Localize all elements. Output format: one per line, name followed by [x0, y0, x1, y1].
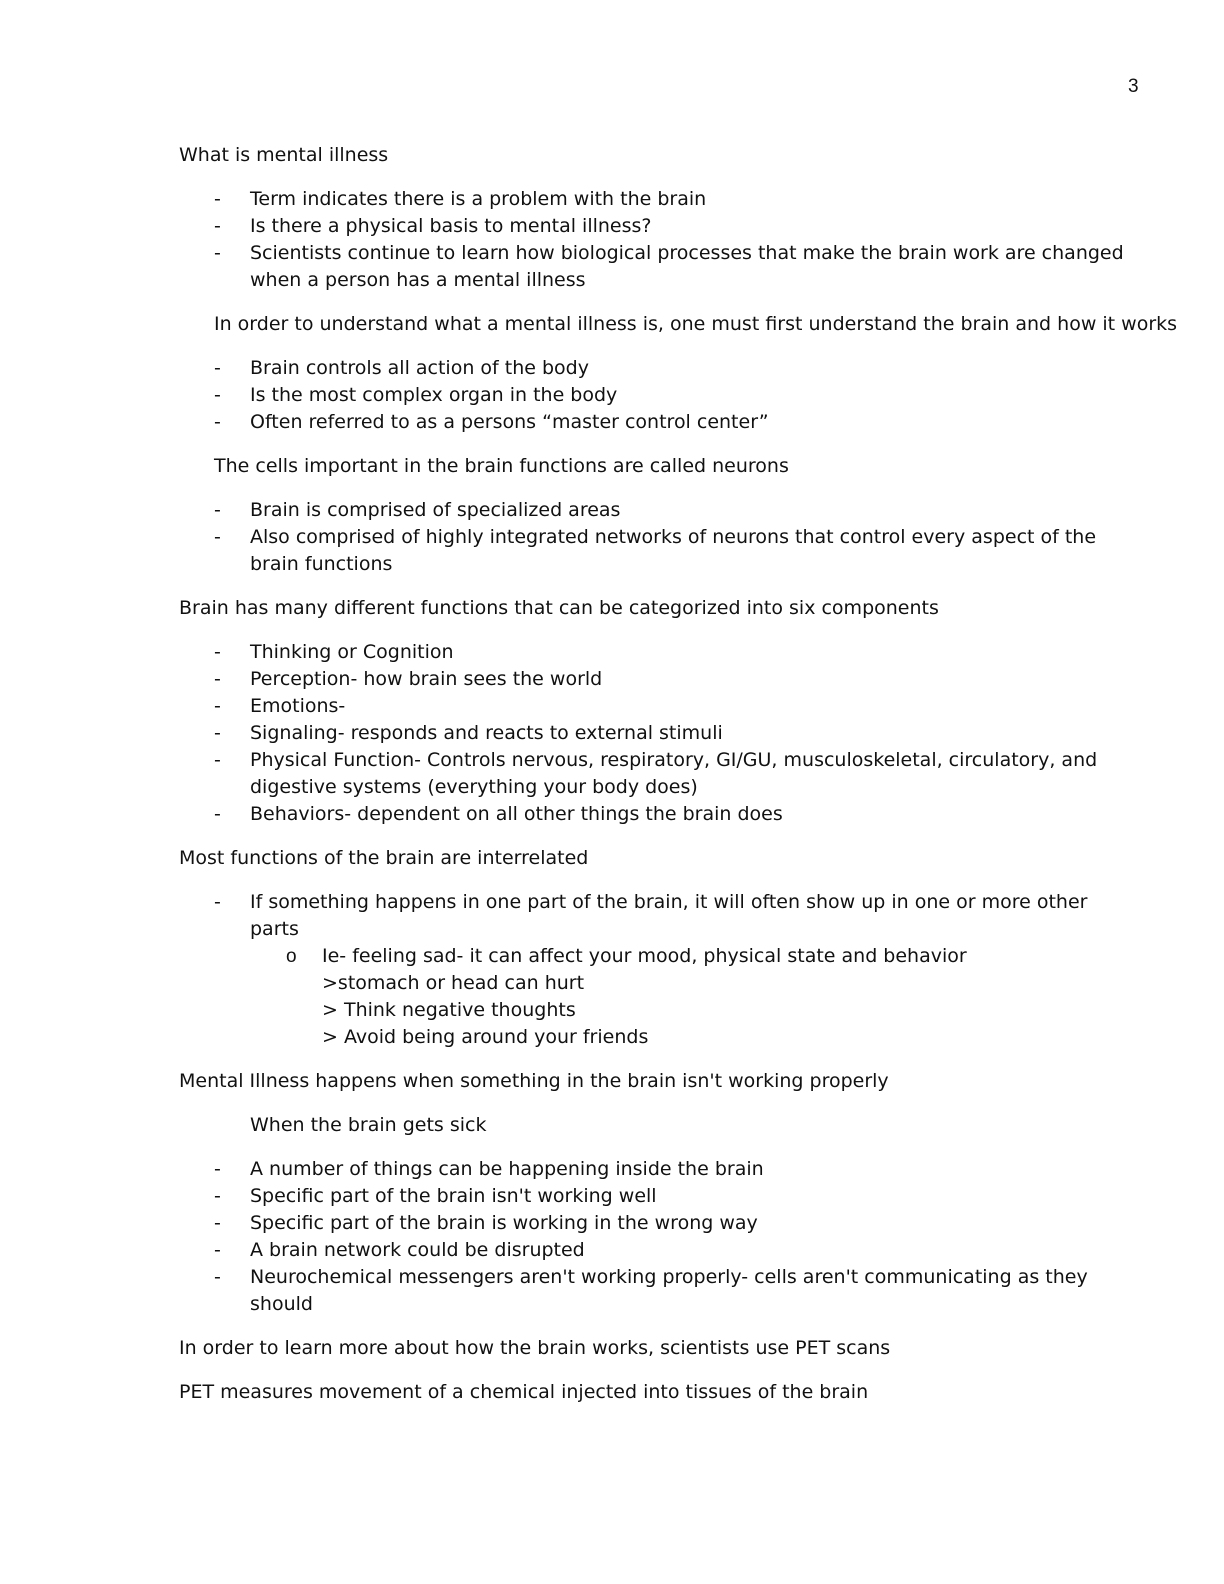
dash-bullet: -	[214, 384, 221, 406]
list-item: - Brain controls all action of the body	[179, 355, 1139, 382]
dash-bullet: -	[214, 749, 221, 771]
bullet-list	[179, 497, 1139, 578]
bullet-list	[179, 355, 1139, 436]
list-item: - Specific part of the brain isn't working well	[179, 1183, 1139, 1210]
dash-bullet: -	[214, 1185, 221, 1207]
subheading-brain-gets-sick: When the brain gets sick	[250, 1114, 487, 1136]
list-item: - Behaviors- dependent on all other things the brain does	[179, 801, 1139, 828]
dash-bullet: -	[214, 1266, 221, 1288]
list-item: - A brain network could be disrupted	[179, 1237, 1139, 1264]
dash-bullet: -	[214, 1158, 221, 1180]
list-item: - Is there a physical basis to mental illness?	[179, 213, 1139, 240]
paragraph-pet-scans: In order to learn more about how the brain works, scientists use PET scans	[179, 1337, 891, 1359]
dash-bullet: -	[214, 357, 221, 379]
list-item: - Thinking or Cognition	[179, 639, 1139, 666]
dash-bullet: -	[214, 695, 221, 717]
sub-list-item: o Ie- feeling sad- it can affect your mood, physical state and behavior	[179, 943, 1139, 970]
dash-bullet: -	[214, 891, 221, 913]
list-item: - Physical Function- Controls nervous, respiratory, GI/GU, musculoskeletal, circulatory, and digestive systems (everything your body does)	[214, 749, 1098, 798]
list-item: - Brain is comprised of specialized areas	[179, 497, 1139, 524]
list-item: - Neurochemical messengers aren't working properly- cells aren't communicating as they should	[214, 1266, 1088, 1315]
dash-bullet: -	[214, 411, 221, 433]
dash-bullet: -	[214, 526, 221, 548]
section-heading-interrelated: Most functions of the brain are interrelated	[179, 847, 589, 869]
dash-bullet: -	[214, 722, 221, 744]
dash-bullet: -	[214, 641, 221, 663]
dash-bullet: -	[214, 499, 221, 521]
dash-bullet: -	[214, 215, 221, 237]
circle-bullet: o	[286, 946, 297, 967]
list-item: - Perception- how brain sees the world	[179, 666, 1139, 693]
paragraph-pet-measures: PET measures movement of a chemical injected into tissues of the brain	[179, 1381, 869, 1403]
list-item: - Is the most complex organ in the body	[179, 382, 1139, 409]
continuation-line: > Avoid being around your friends	[322, 1026, 649, 1048]
list-item: - Often referred to as a persons “master control center”	[179, 409, 1139, 436]
list-item: - Scientists continue to learn how biological processes that make the brain work are changed when a person has a mental illness	[214, 242, 1124, 291]
bullet-list	[179, 889, 1139, 943]
continuation-line: >stomach or head can hurt	[322, 972, 585, 994]
list-item: - Emotions-	[179, 693, 1139, 720]
list-item: - Signaling- responds and reacts to external stimuli	[179, 720, 1139, 747]
document-body	[179, 142, 1178, 1406]
list-item: - Also comprised of highly integrated networks of neurons that control every aspect of the brain functions	[214, 526, 1097, 575]
dash-bullet: -	[214, 803, 221, 825]
section-heading-what-is-mental-illness: What is mental illness	[179, 144, 389, 166]
page-number: 3	[1128, 76, 1139, 97]
dash-bullet: -	[214, 668, 221, 690]
dash-bullet: -	[214, 242, 221, 264]
bullet-list	[179, 1156, 1139, 1318]
list-item: - Term indicates there is a problem with the brain	[179, 186, 1139, 213]
dash-bullet: -	[214, 1239, 221, 1261]
sub-bullet-list	[179, 943, 1139, 970]
continuation-line: > Think negative thoughts	[322, 999, 576, 1021]
bullet-list	[179, 186, 1139, 294]
list-item: - Specific part of the brain is working in the wrong way	[179, 1210, 1139, 1237]
section-heading-brain-functions: Brain has many different functions that can be categorized into six components	[179, 597, 939, 619]
section-heading-understand-brain: In order to understand what a mental illness is, one must first understand the brain and how it works	[214, 313, 1178, 335]
dash-bullet: -	[214, 188, 221, 210]
section-heading-neurons: The cells important in the brain functions are called neurons	[214, 455, 789, 477]
dash-bullet: -	[214, 1212, 221, 1234]
bullet-list	[179, 639, 1139, 828]
list-item: - A number of things can be happening inside the brain	[179, 1156, 1139, 1183]
list-item: - If something happens in one part of the brain, it will often show up in one or more other parts	[214, 891, 1088, 940]
section-heading-mental-illness-happens: Mental Illness happens when something in the brain isn't working properly	[179, 1070, 889, 1092]
